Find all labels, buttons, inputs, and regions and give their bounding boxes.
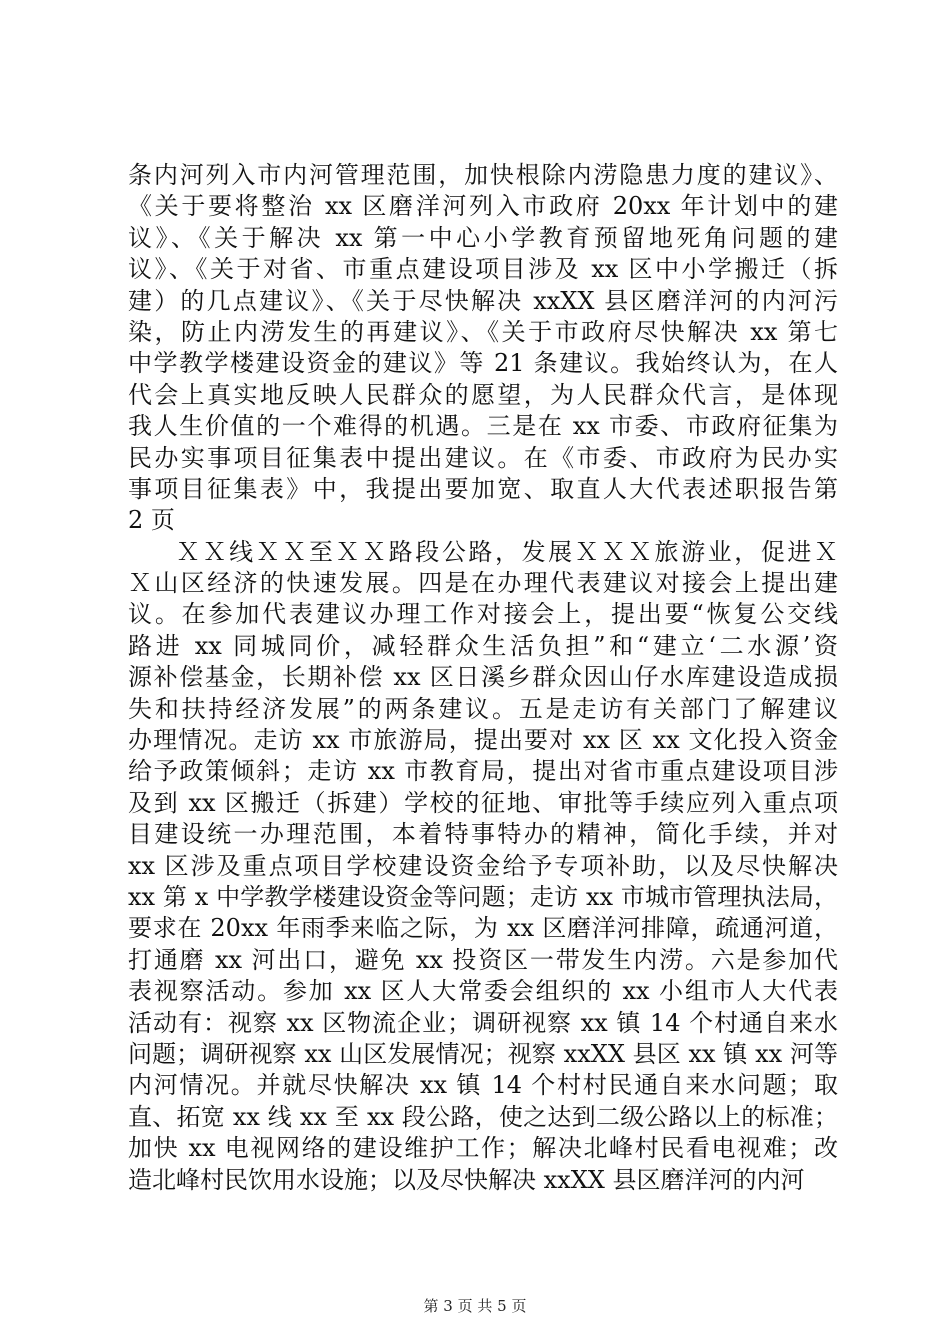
text-line: 路进 xx 同城同价，减轻群众生活负担”和“建立‘二水源’资 [128,631,838,660]
text-line: Ｘ山区经济的快速发展。四是在办理代表建议对接会上提出建 [128,569,838,598]
paragraph [128,537,838,1196]
text-line: 失和扶持经济发展”的两条建议。五是走访有关部门了解建议 [128,694,838,723]
text-line: ＸＸ线ＸＸ至ＸＸ路段公路，发展ＸＸＸ旅游业，促进Ｘ [176,537,838,566]
text-line: 目建设统一办理范围，本着特事特办的精神，简化手续，并对 [128,820,838,849]
paragraph [128,160,838,537]
text-line: 造北峰村民饮用水设施；以及尽快解决 xxXX 县区磨洋河的内河 [128,1165,805,1194]
text-line: 2 页 [128,506,175,535]
text-line: 染，防止内涝发生的再建议》、《关于市政府尽快解决 xx 第七 [128,317,838,346]
text-line: 议。在参加代表建议办理工作对接会上，提出要“恢复公交线 [128,600,838,629]
text-line: 打通磨 xx 河出口，避免 xx 投资区一带发生内涝。六是参加代 [128,945,838,974]
page-footer: 第 3 页 共 5 页 [423,1297,527,1315]
text-line: 及到 xx 区搬迁（拆建）学校的征地、审批等手续应列入重点项 [128,788,838,817]
text-line: 代会上真实地反映人民群众的愿望，为人民群众代言，是体现 [128,380,838,409]
text-line: 活动有：视察 xx 区物流企业；调研视察 xx 镇 14 个村通自来水 [128,1008,838,1037]
text-line: xx 第 x 中学教学楼建设资金等问题；走访 xx 市城市管理执法局， [128,882,838,911]
text-line: 中学教学楼建设资金的建议》等 21 条建议。我始终认为，在人 [128,349,838,378]
text-line: 《关于要将整治 xx 区磨洋河列入市政府 20xx 年计划中的建 [128,192,838,221]
text-line: 民办实事项目征集表中提出建议。在《市委、市政府为民办实 [128,443,838,472]
text-line: 议》、《关于对省、市重点建设项目涉及 xx 区中小学搬迁（拆 [128,255,838,284]
text-line: 我人生价值的一个难得的机遇。三是在 xx 市委、市政府征集为 [128,412,838,441]
document-body [128,160,838,1196]
text-line: 加快 xx 电视网络的建设维护工作；解决北峰村民看电视难；改 [128,1134,838,1163]
text-line: 内河情况。并就尽快解决 xx 镇 14 个村村民通自来水问题；取 [128,1071,838,1100]
text-line: 源补偿基金，长期补偿 xx 区日溪乡群众因山仔水库建设造成损 [128,663,838,692]
text-line: 议》、《关于解决 xx 第一中心小学教育预留地死角问题的建 [128,223,838,252]
text-line: 事项目征集表》中，我提出要加宽、取直人大代表述职报告第 [128,474,838,503]
text-line: 给予政策倾斜；走访 xx 市教育局，提出对省市重点建设项目涉 [128,757,838,786]
text-line: xx 区涉及重点项目学校建设资金给予专项补助，以及尽快解决 [128,851,838,880]
text-line: 条内河列入市内河管理范围，加快根除内涝隐患力度的建议》、 [128,161,838,189]
text-line: 问题；调研视察 xx 山区发展情况；视察 xxXX 县区 xx 镇 xx 河等 [128,1039,838,1068]
text-line: 办理情况。走访 xx 市旅游局，提出要对 xx 区 xx 文化投入资金 [128,726,838,755]
text-line: 要求在 20xx 年雨季来临之际，为 xx 区磨洋河排障，疏通河道， [128,914,838,943]
text-line: 建）的几点建议》、《关于尽快解决 xxXX 县区磨洋河的内河污 [128,286,838,315]
text-line: 表视察活动。参加 xx 区人大常委会组织的 xx 小组市人大代表 [128,977,838,1006]
text-line: 直、拓宽 xx 线 xx 至 xx 段公路，使之达到二级公路以上的标准； [128,1102,838,1131]
